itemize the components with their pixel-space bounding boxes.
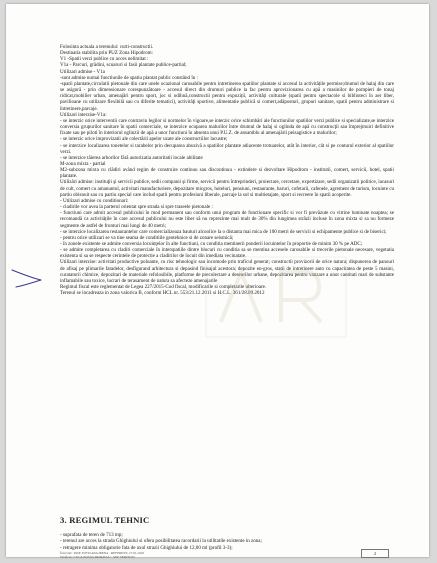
paragraph-conversia: - în zonele existente se admite conversia locuinţelor în alte functiuni, cu conditia mentinerii ponderii locuintelor în proportie de minim 30 % pe ADC; (60, 241, 363, 247)
line-improvizatii: - se interzic orice improvizatii ale colectării apelor uzate ale constructiilor lacustre; (60, 136, 228, 143)
line-utilizari-interzise-v1a: Utilizari interzise-V1a: (60, 111, 107, 118)
line-utilizari-admise-v1a: Utilizari admise - V1a (60, 68, 105, 75)
line-geotehnice: - pentru orice utilizari se va tine seama de conditiile geotehnice si de zonare seismică; (60, 234, 234, 241)
footer-verificat: Verificat: COCA ELENA PATRASCU - SEF SERVICIU (60, 555, 135, 560)
line-v1: V1 -Spatii verzi publice cu acces nelimitat : (60, 56, 149, 63)
line-regim-fiscal: Regimul fiscal este reglementat de Legea 227/2015-Cod fiscal, modificarile si completarile ulterioare. (60, 284, 267, 291)
paragraph-tonete: - se interzice localizarea tonetelor si tarabelor prin decuparea abuzivă a spatiilor plantate adiacente trotuarelor, atât în interior, cât si pe conturul exterior al spatiilor verzi. (60, 142, 394, 155)
line-admise-conditionari: - Utilizari admise cu conditionari: (60, 197, 129, 204)
section-title-regimul-tehnic: 3. REGIMUL TEHNIC (60, 515, 150, 525)
line-m-zona: M-zona mixta - partial (60, 160, 106, 167)
tech-item-retragere: - retragere minima obligatorie fata de axul strazii Ghighiului de 12,00 ml (profil 3-3); (60, 544, 233, 551)
pen-mark-icon (8, 260, 48, 290)
paragraph-completarea: - se admite completarea cu cladiri comerciale în interspatiile dintre blocuri cu conditia sa se mentina accesele carosabile si trecerile pietonale necesare, vegetatia existenta si sa se respecte cerintele de protectie a cladirilor de locuit din imediata vecinatate. (60, 247, 394, 260)
line-cladiri-parter: - cladirile vor avea la parterul orientat spre strada si spre traseele pietonale : (60, 204, 213, 211)
footer-intocmit: Întocmit: TASE SVETLANA IRENA - REFERENT, 27.01.2026 (60, 551, 145, 555)
tech-item-suprafata: - suprafata de teren de 713 mp; (60, 532, 123, 538)
line-destinatia: Destinatia stabilita prin PUZ Zona Hipodrom: (60, 50, 153, 57)
footer-signatures (60, 551, 144, 560)
paragraph-m2-subzona: M2-subzona mixta cu clădiri având regim de construire continuu sau discontinuu - extindere si dezvoltare Hipodrom - institutii, comert, servicii, hotel, spatii plantate. (60, 167, 394, 180)
line-taiere-arbori: - se interzice tăierea arborilor fără autorizatia autoritatii locale abilitate (60, 154, 203, 161)
document-page (6, 4, 429, 560)
paragraph-interventii: - se interzic orice interventii care contravin legilor si normelor în vigoare,se interzic orice schimbări ale functiunilor spatiilor verzi publice si specializate,se interzice conversia grupurilor sanitare în spatii comerciale, se interzice ocuparea malurilor între drumul de halaj si oglinda de apă cu construcţii sau împrejmuiri definitive fixate sau pe piloti în interiorul oglinzii de apă a unor functiuni în absenta unui P.U.Z. de ansamblu al amenajării peisagistice a malurilor; (60, 117, 394, 137)
line-folosinta: Folosinta actuala a terenului: curti-constructii. (60, 44, 154, 50)
paragraph-functiuni-public: - functiuni care admit accesul publicului în mod permanent sau conform unui program de functionare specific si vor fi prevăzute cu vitrine luminate noaptea; se recomandă ca activitățile în care accesul publicului nu este liber să nu reprezinte mai mult de 30% din lungimea străzii incluse în zona mixta si sa nu formeze segmente de astfel de fronturi mai lungi de 40 metri; (60, 210, 394, 229)
page-number: 2 (361, 549, 389, 558)
body-text (60, 44, 394, 296)
paragraph-spatii-plantate: -spatii plantate,circulatii pietonale din care unele ocazional carosabile pentru intretinerea spatiilor plantate si accesul la activitățile permise;drumul de halaj din care se asigură - prin dimensionare corespunzătoare - accesul direct din drumuri publice la fac pentru aprovizionarea cu apă a masinilor de pompieri de tonaj ridicat,mobilier urban, amenajări pentru sport, joc si odihnă,constructii pentru expoziții, activități culturale (spatii pentru spectacole si biblioteci în aer liber, pavilioane cu utilizare flexibilă sau cu diferite tematici), activităţi sportive, alimentatie publică si comert,adăposturi, grupuri sanitare, spatii pentru administrare si întretinere,parcaje. (60, 80, 394, 112)
line-functiuni: -sunt admise numai functiunile de spatiu plantat public constând în : (60, 74, 198, 81)
line-zona-valorica: Terenul se incadreaza in zona valorica B, conform HCL nr. 553/21.12.2011 si H.C.L. 361/28.09.2012 (60, 290, 265, 297)
paragraph-utilizari-admise: Utilizări admise: instituţii şi servicii publice, sedii companii şi firme, servicii pentru întreprinderi, proiectare, cercetare, expertizare, sedii organizatii politice, lacasuri de cult, comert cu amanuntul, activitati manufacturiere, depozitare micgros, hoteluri, pensiuni, restaurante, baruri, cofetarii, cafenele, agrement de turism, locuinte cu partiu obisnuit sau cu partiu special care includ spatii pentru profesiuni liberale, parcaje la sol si multietajate, sport si recreere în spatii acoperite. (60, 179, 394, 198)
tech-item-acces: - terenul are acces la strada Ghighiului si ofera posibilitatea racordarii la utilitatile existente in zona; (60, 538, 262, 545)
line-v1a: V1a - Parcuri, grădini, scuaruri si fasii plantate publice-partial; (60, 62, 187, 69)
paragraph-utilizari-interzise: Utilizari interzise: activitati productive poluante, cu risc tehnologic sau incomode prin traficul generat; constructii provizorii de orice natura; dispunerea de panouri de afisaj pe plimarile fatadelor, desfigurand arhitectura si depasind finisajul acestora; depozite en-gros, statii de intretinere auto cu capacitatea de peste 5 masini, curatatorii chimice, depozitari de materiale refolosibile, platforme de precolectare a deseurilor urbane, depozitarea pentru vanzare a unor cantitati mari de substante inflamabile sau toxice, lucrari de terasament de natura sa afecteze amenajarile (60, 259, 394, 284)
tech-list (60, 532, 394, 551)
paragraph-restaurante: - se interzice localizarea restaurantelor care comercializeaza bauturi alcoolice la o distanta mai mica de 100 metri de servicii si echipamente publice si de biserici; (60, 228, 387, 235)
